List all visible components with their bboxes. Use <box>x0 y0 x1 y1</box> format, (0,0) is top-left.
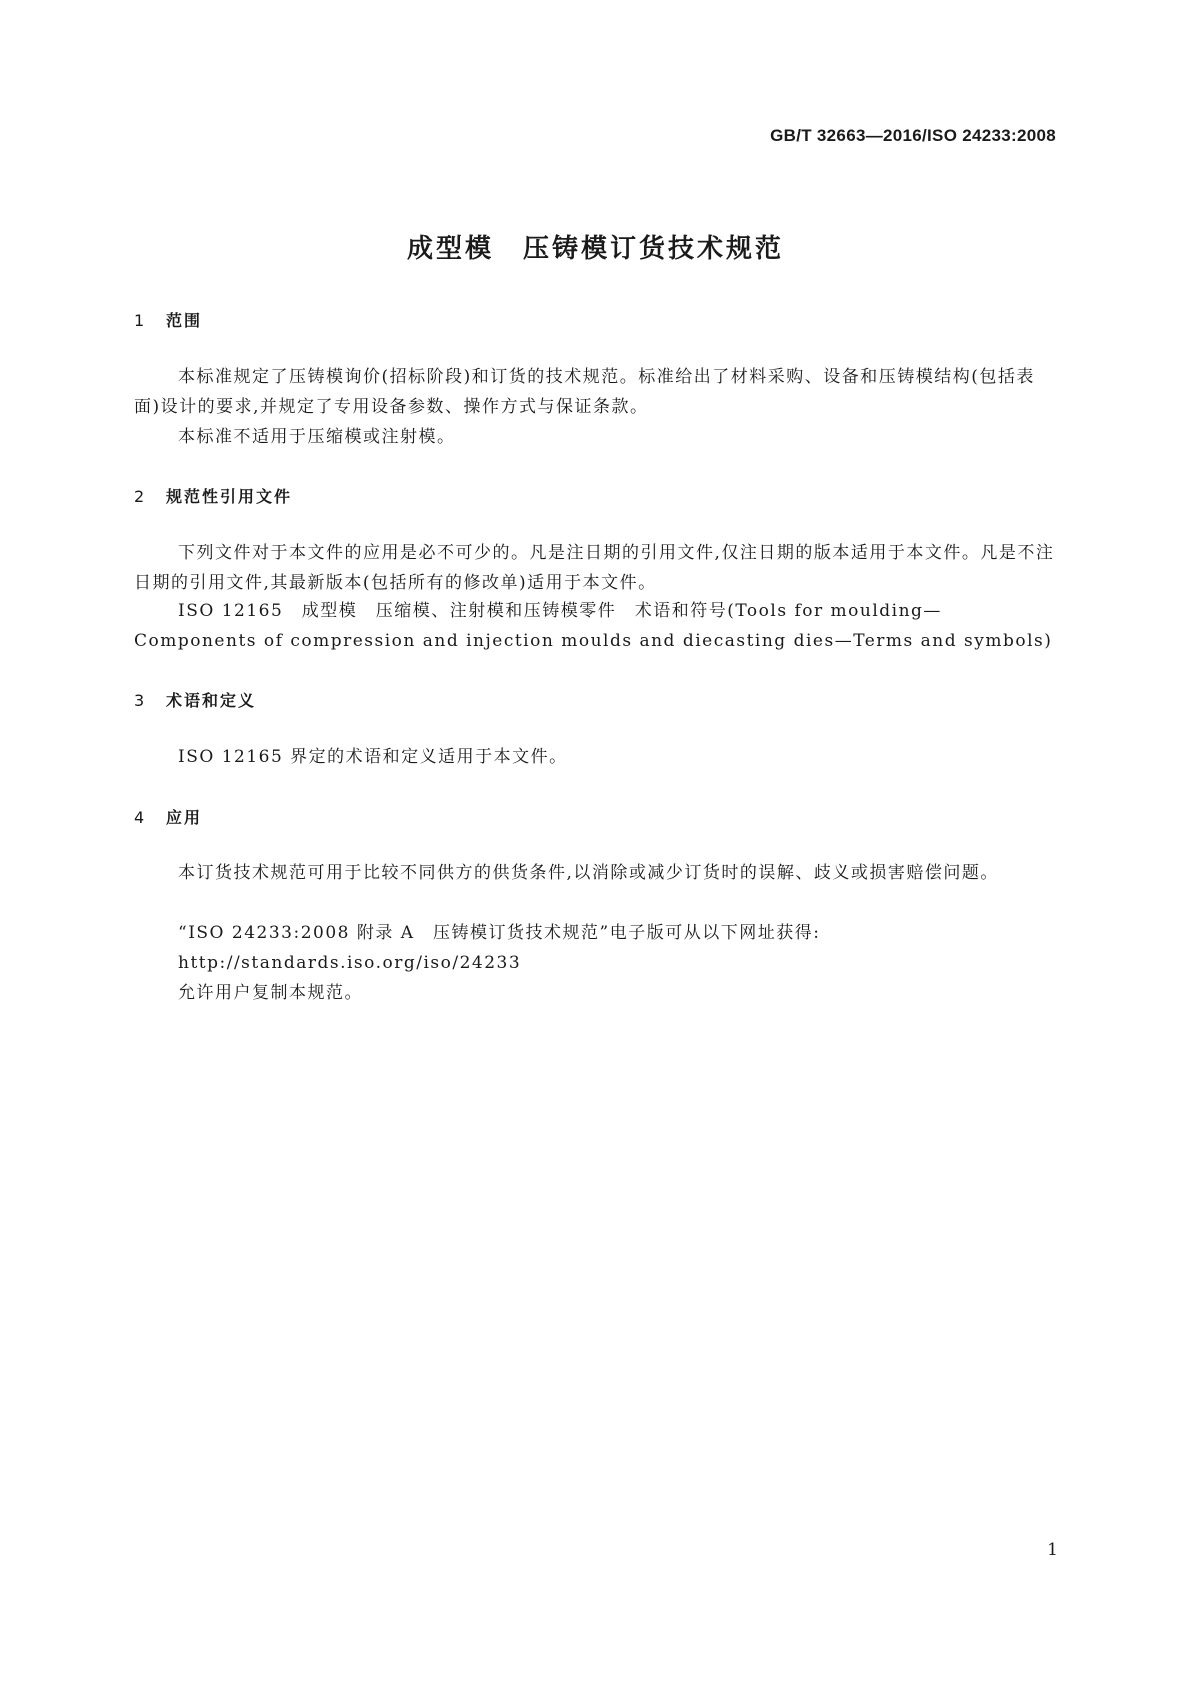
section-title: 规范性引用文件 <box>166 487 293 506</box>
document-title: 成型模 压铸模订货技术规范 <box>406 234 784 264</box>
section-1-paragraph-1: 本标准规定了压铸模询价(招标阶段)和订货的技术规范。标准给出了材料采购、设备和压铸模结构(包括表面)设计的要求,并规定了专用设备参数、操作方式与保证条款。 <box>134 367 1035 417</box>
section-number: 3 <box>134 691 147 710</box>
section-3-heading <box>134 688 256 711</box>
section-1-heading <box>134 308 202 331</box>
iso-url-text: http://standards.iso.org/iso/24233 <box>178 953 522 973</box>
section-2-normative-reference: ISO 12165 成型模 压缩模、注射模和压铸模零件 术语和符号(Tools for moulding—Components of compression and injection moulds and diecasting dies—Terms and symbols) <box>134 601 1053 651</box>
section-4-paragraph-4: 允许用户复制本规范。 <box>178 983 363 1003</box>
section-2-heading <box>134 484 292 507</box>
section-title: 应用 <box>166 808 203 827</box>
section-1-paragraph-2: 本标准不适用于压缩模或注射模。 <box>178 427 456 447</box>
section-4-paragraph-2: “ISO 24233:2008 附录 A 压铸模订货技术规范”电子版可从以下网址获得: <box>178 923 821 943</box>
section-number: 1 <box>134 311 147 330</box>
section-number: 2 <box>134 487 147 506</box>
standard-number: GB/T 32663—2016/ISO 24233:2008 <box>770 126 1056 145</box>
section-4-paragraph-1: 本订货技术规范可用于比较不同供方的供货条件,以消除或减少订货时的误解、歧义或损害赔偿问题。 <box>178 863 999 883</box>
page-number: 1 <box>1047 1540 1058 1560</box>
section-number: 4 <box>134 808 147 827</box>
section-title: 术语和定义 <box>166 691 257 710</box>
section-4-heading <box>134 805 202 828</box>
section-2-paragraph-1: 下列文件对于本文件的应用是必不可少的。凡是注日期的引用文件,仅注日期的版本适用于本文件。凡是不注日期的引用文件,其最新版本(包括所有的修改单)适用于本文件。 <box>134 543 1055 593</box>
section-title: 范围 <box>166 311 203 330</box>
section-3-paragraph-1: ISO 12165 界定的术语和定义适用于本文件。 <box>178 747 568 767</box>
